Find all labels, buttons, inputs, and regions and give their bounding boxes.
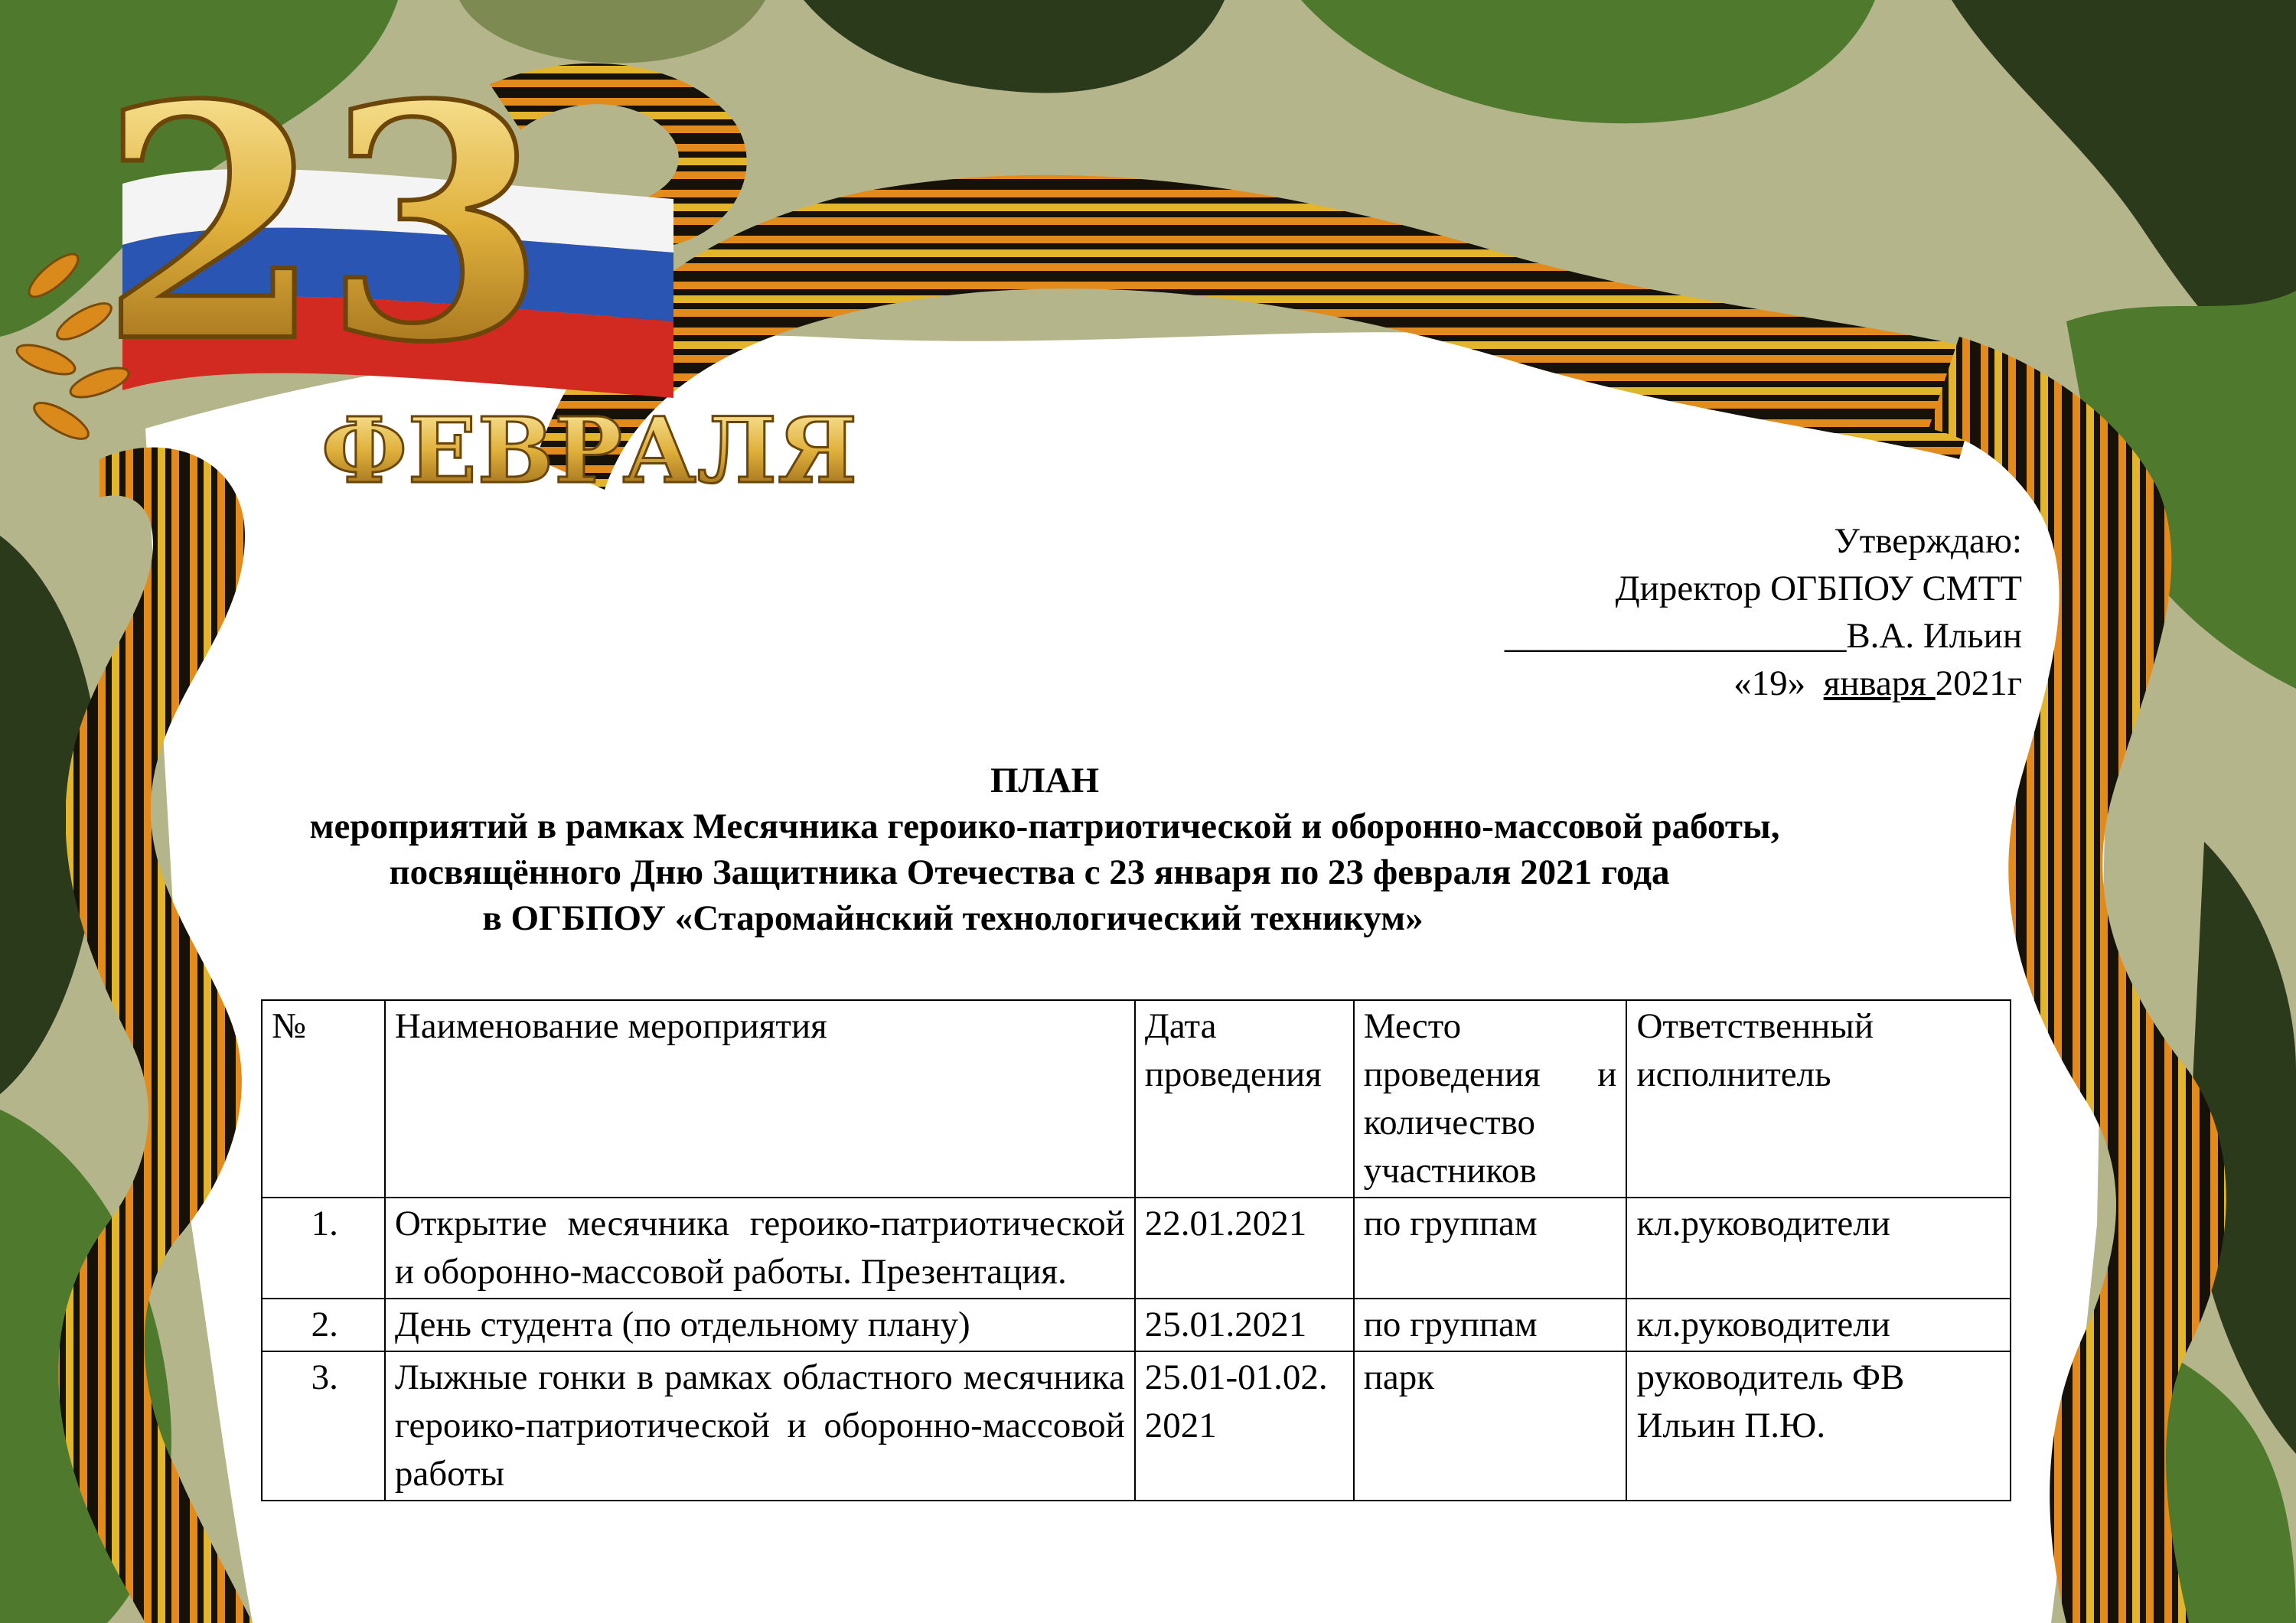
row-date: 22.01.2021	[1135, 1198, 1354, 1299]
row-responsible: кл.руководители	[1626, 1198, 2011, 1299]
approval-signer: В.А. Ильин	[1846, 616, 2022, 656]
header-num: №	[262, 1000, 385, 1198]
header-responsible	[1626, 1000, 2011, 1198]
plan-subtitle-line2: посвящённого Дню Защитника Отечества с 23 января по 23 февраля 2021 года	[389, 852, 1670, 892]
header-place-word: проведения	[1363, 1054, 1541, 1094]
header-place-line4: участников	[1363, 1151, 1537, 1191]
row-num: 3.	[262, 1351, 385, 1501]
banner-month: ФЕВРАЛЯ	[321, 397, 857, 504]
signature-blank: ___________________	[1504, 616, 1847, 656]
row-name: Открытие месячника героико-патриотической и оборонно-массовой работы. Презентация.	[385, 1198, 1135, 1299]
plan-subtitle-line1: мероприятий в рамках Месячника героико-патриотической и оборонно-массовой работы,	[309, 807, 1780, 846]
row-name: Лыжные гонки в рамках областного месячника героико-патриотической и оборонно-массовой работы	[385, 1351, 1135, 1501]
row-name: День студента (по отдельному плану)	[385, 1299, 1135, 1351]
header-place	[1354, 1000, 1627, 1198]
header-date-line2: проведения	[1144, 1054, 1322, 1094]
header-place-line3: количество	[1363, 1103, 1536, 1142]
header-date	[1135, 1000, 1354, 1198]
row-place: парк	[1354, 1351, 1627, 1501]
row-date: 25.01-01.02.2021	[1135, 1351, 1354, 1501]
plan-heading: ПЛАН	[990, 761, 1100, 800]
approval-date-day: «19»	[1733, 663, 1806, 703]
plan-title-block	[283, 758, 1806, 941]
approval-signature-line	[1505, 612, 2022, 660]
approval-title: Утверждаю:	[1834, 521, 2022, 561]
approval-block	[1505, 517, 2022, 707]
approval-date	[1505, 660, 2022, 707]
header-resp-line1: Ответственный	[1636, 1006, 1874, 1046]
header-resp-line2: исполнитель	[1636, 1054, 1831, 1094]
table-header-row	[262, 1000, 2011, 1198]
events-table	[261, 999, 2011, 1501]
table-row	[262, 1299, 2011, 1351]
header-date-line1: Дата	[1144, 1006, 1217, 1046]
row-num: 1.	[262, 1198, 385, 1299]
approval-position: Директор ОГБПОУ СМТТ	[1615, 569, 2022, 608]
header-place-line1: Место	[1363, 1006, 1462, 1046]
header-place-line2	[1364, 1051, 1617, 1099]
approval-date-month: января	[1823, 663, 1936, 703]
row-responsible: кл.руководители	[1626, 1299, 2011, 1351]
row-date: 25.01.2021	[1135, 1299, 1354, 1351]
row-place: по группам	[1354, 1198, 1627, 1299]
table-row	[262, 1198, 2011, 1299]
row-num: 2.	[262, 1299, 385, 1351]
approval-date-year: 2021г	[1935, 663, 2022, 703]
header-name: Наименование мероприятия	[385, 1000, 1135, 1198]
row-place: по группам	[1354, 1299, 1627, 1351]
banner-day: 23	[99, 36, 547, 413]
row-responsible: руководитель ФВ Ильин П.Ю.	[1626, 1351, 2011, 1501]
header-place-conj: и	[1597, 1054, 1617, 1094]
plan-subtitle-line3: в ОГБПОУ «Старомайнский технологический техникум»	[482, 898, 1424, 938]
table-row	[262, 1351, 2011, 1501]
